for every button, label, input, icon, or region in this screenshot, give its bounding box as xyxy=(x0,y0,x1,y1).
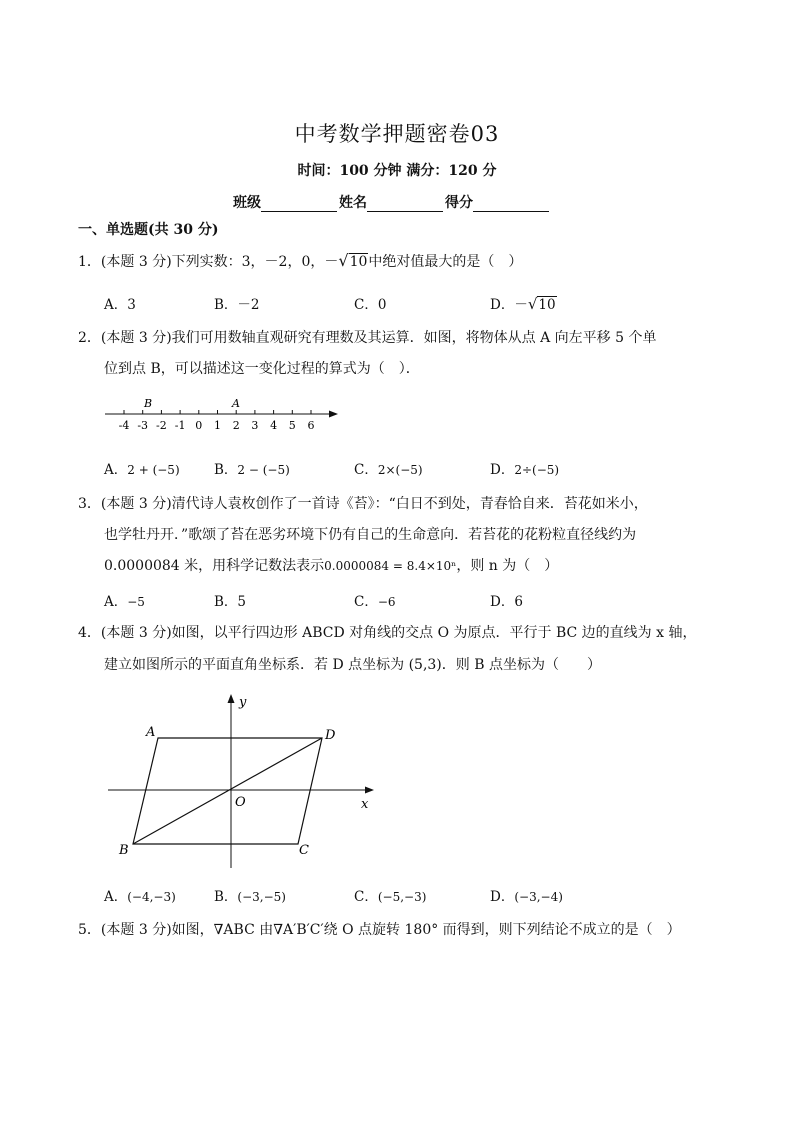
number-line-tick-label: 3 xyxy=(251,419,259,432)
number-line-tick-label: -2 xyxy=(156,419,167,432)
question-3-line2: 也学牡丹开．”歌颂了苔在恶劣环境下仍有自己的生命意向．若苔花的花粉粒直径线约为 xyxy=(104,527,637,543)
question-4-line2: 建立如图所示的平面直角坐标系．若 D 点坐标为 (5,3)．则 B 点坐标为（ ） xyxy=(104,657,601,673)
question-1: 1．(本题 3 分)下列实数：3，－2，0，－√10中绝对值最大的是（ ） xyxy=(78,251,523,270)
x-axis-arrow xyxy=(365,787,374,794)
origin-o-label: O xyxy=(235,795,246,810)
point-a-label: A xyxy=(232,397,240,410)
q2-option-b[interactable]: B．2 − (−5) xyxy=(214,462,290,478)
section-heading: 一、单选题(共 30 分) xyxy=(78,222,219,238)
diagonal-bd xyxy=(133,738,322,844)
q3-number: 3． xyxy=(78,496,101,512)
q5-number: 5． xyxy=(78,922,101,938)
x-axis-label: x xyxy=(361,797,369,812)
parallelogram-figure xyxy=(100,688,390,870)
q2-option-d[interactable]: D．2÷(−5) xyxy=(490,462,560,478)
number-line-tick-label: -3 xyxy=(137,419,149,432)
q1-option-d[interactable]: D．－√10 xyxy=(490,295,556,313)
number-line-tick-label: -4 xyxy=(118,419,130,432)
number-line-tick-label: 0 xyxy=(195,419,203,432)
score-label: 得分 xyxy=(445,195,473,211)
vertex-b-label: B xyxy=(119,843,129,858)
q1-option-a[interactable]: A．3 xyxy=(104,297,136,313)
q3-option-c[interactable]: C．−6 xyxy=(354,594,396,610)
q1-text-suffix: 中绝对值最大的是（ ） xyxy=(368,254,523,270)
number-line-arrow xyxy=(329,411,338,418)
number-line-tick-label: 4 xyxy=(270,419,278,432)
class-label: 班级 xyxy=(233,195,261,211)
y-axis-label: y xyxy=(239,695,247,710)
name-blank[interactable] xyxy=(367,197,443,212)
q2-option-a[interactable]: A．2 + (−5) xyxy=(104,462,180,478)
class-blank[interactable] xyxy=(261,197,337,212)
q4-option-a[interactable]: A．(−4,−3) xyxy=(104,889,176,905)
number-line-tick-label: 5 xyxy=(288,419,296,432)
vertex-d-label: D xyxy=(325,728,336,743)
vertex-a-label: A xyxy=(146,725,156,740)
question-5: 5．(本题 3 分)如图，∇ABC 由∇A′B′C′绕 O 点旋转 180° 而得到，则下列结论不成立的是（ ） xyxy=(78,922,681,938)
q1-option-c[interactable]: C．0 xyxy=(354,297,387,313)
number-line-figure xyxy=(100,392,345,434)
q4-number: 4． xyxy=(78,625,101,641)
q1-number: 1． xyxy=(78,254,101,270)
exam-title: 中考数学押题密卷03 xyxy=(294,122,500,146)
q3-option-a[interactable]: A．−5 xyxy=(104,594,145,610)
q3-option-d[interactable]: D．6 xyxy=(490,594,523,610)
q4-option-d[interactable]: D．(−3,−4) xyxy=(490,889,563,905)
number-line-tick-label: 1 xyxy=(214,419,221,432)
question-4-line1: 4．(本题 3 分)如图，以平行四边形 ABCD 对角线的交点 O 为原点．平行于 BC 边的直线为 x 轴， xyxy=(78,625,697,641)
q1-option-b[interactable]: B．－2 xyxy=(214,297,260,313)
q2-number: 2． xyxy=(78,330,101,346)
q2-option-c[interactable]: C．2×(−5) xyxy=(354,462,423,478)
point-b-label: B xyxy=(144,397,153,410)
score-blank[interactable] xyxy=(473,197,549,212)
number-line-tick-label: -1 xyxy=(174,419,186,432)
question-3-line1: 3．(本题 3 分)清代诗人袁枚创作了一首诗《苔》：“白日不到处，青春恰自来．苔花如米小， xyxy=(78,496,648,512)
question-2-line2: 位到点 B，可以描述这一变化过程的算式为（ ）． xyxy=(104,361,420,377)
question-2-line1: 2．(本题 3 分)我们可用数轴直观研究有理数及其运算．如图，将物体从点 A 向左平移 5 个单 xyxy=(78,330,657,346)
question-3-line3: 0.0000084 米，用科学记数法表示0.0000084 = 8.4×10ⁿ，则 n 为（ ） xyxy=(104,558,559,574)
y-axis-arrow xyxy=(228,694,235,703)
vertex-c-label: C xyxy=(299,843,309,858)
q4-option-c[interactable]: C．(−5,−3) xyxy=(354,889,427,905)
q4-option-b[interactable]: B．(−3,−5) xyxy=(214,889,286,905)
name-label: 姓名 xyxy=(339,195,367,211)
q1-radicand: 10 xyxy=(349,254,368,270)
number-line-tick-label: 2 xyxy=(232,419,240,432)
student-info-fields xyxy=(233,192,551,212)
number-line-tick-label: 6 xyxy=(307,419,315,432)
q1-text-prefix: (本题 3 分)下列实数：3，－2，0，－ xyxy=(100,254,339,270)
q3-option-b[interactable]: B．5 xyxy=(214,594,247,610)
exam-time-score: 时间：100 分钟 满分：120 分 xyxy=(297,163,497,179)
